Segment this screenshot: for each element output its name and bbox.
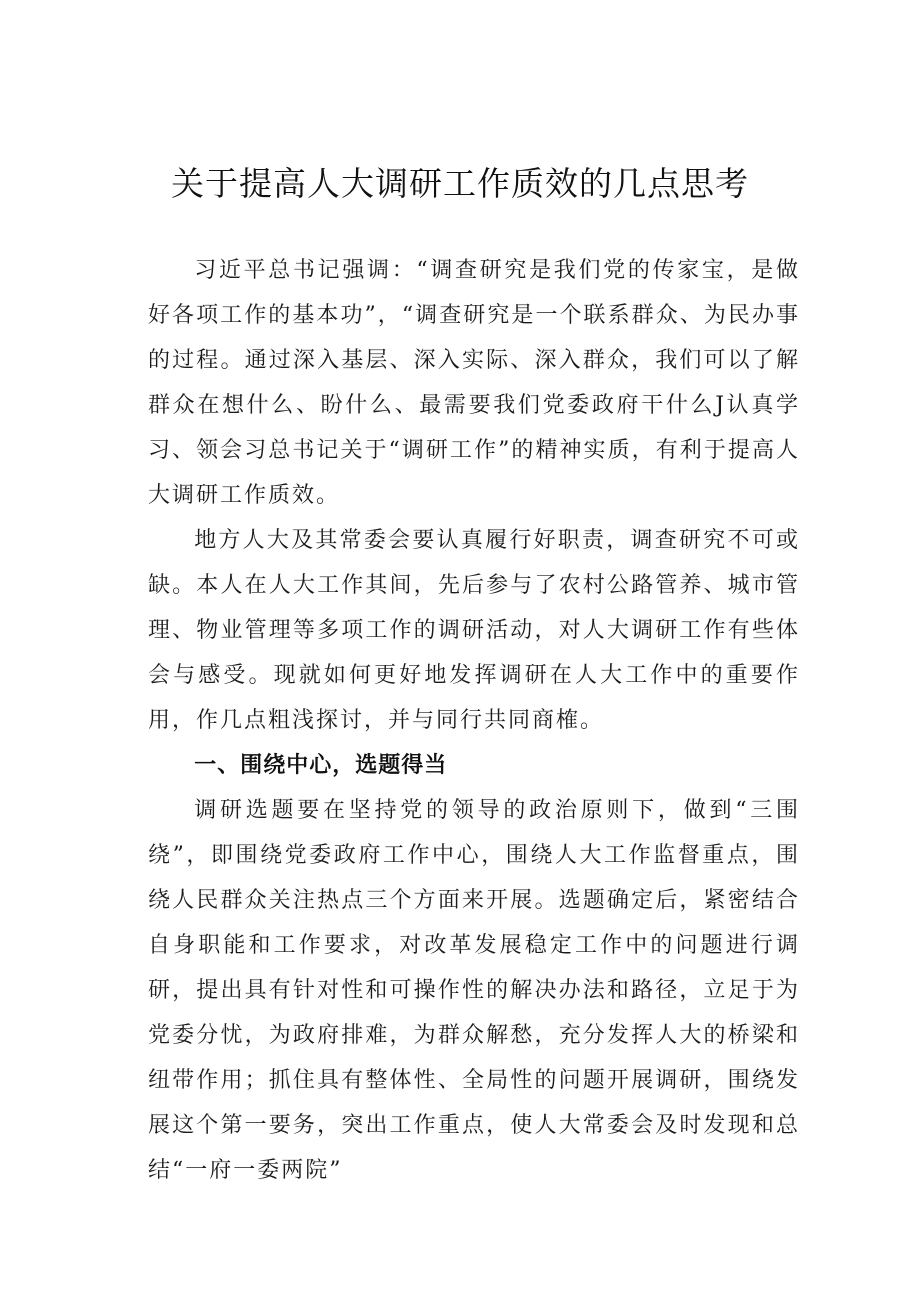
document-title: 关于提高人大调研工作质效的几点思考	[171, 164, 749, 203]
section-1-paragraph: 调研选题要在坚持党的领导的政治原则下，做到“三围绕”，即围绕党委政府工作中心，围绕人大工作监督重点，围绕人民群众关注热点三个方面来开展。选题确定后，紧密结合自身职能和工作要求，对改革发展稳定工作中的问题进行调研，提出具有针对性和可操作性的解决办法和路径，立足于为党委分忧，为政府排难，为群众解愁，充分发挥人大的桥梁和纽带作用；抓住具有整体性、全局性的问题开展调研，围绕发展这个第一要务，突出工作重点，使人大常委会及时发现和总结“一府一委两院”	[148, 798, 800, 1183]
document-body	[148, 248, 800, 1193]
paragraph-context: 地方人大及其常委会要认真履行好职责，调查研究不可或缺。本人在人大工作其间，先后参与了农村公路管养、城市管理、物业管理等多项工作的调研活动，对人大调研工作有些体会与感受。现就如何更好地发挥调研在人大工作中的重要作用，作几点粗浅探讨，并与同行共同商榷。	[148, 528, 800, 733]
section-heading-1: 一、围绕中心，选题得当	[194, 753, 448, 778]
paragraph-intro: 习近平总书记强调：“调查研究是我们党的传家宝，是做好各项工作的基本功”，“调查研究是一个联系群众、为民办事的过程。通过深入基层、深入实际、深入群众，我们可以了解群众在想什么、盼什么、最需要我们党委政府干什么J认真学习、领会习总书记关于“调研工作”的精神实质，有利于提高人大调研工作质效。	[148, 258, 800, 508]
